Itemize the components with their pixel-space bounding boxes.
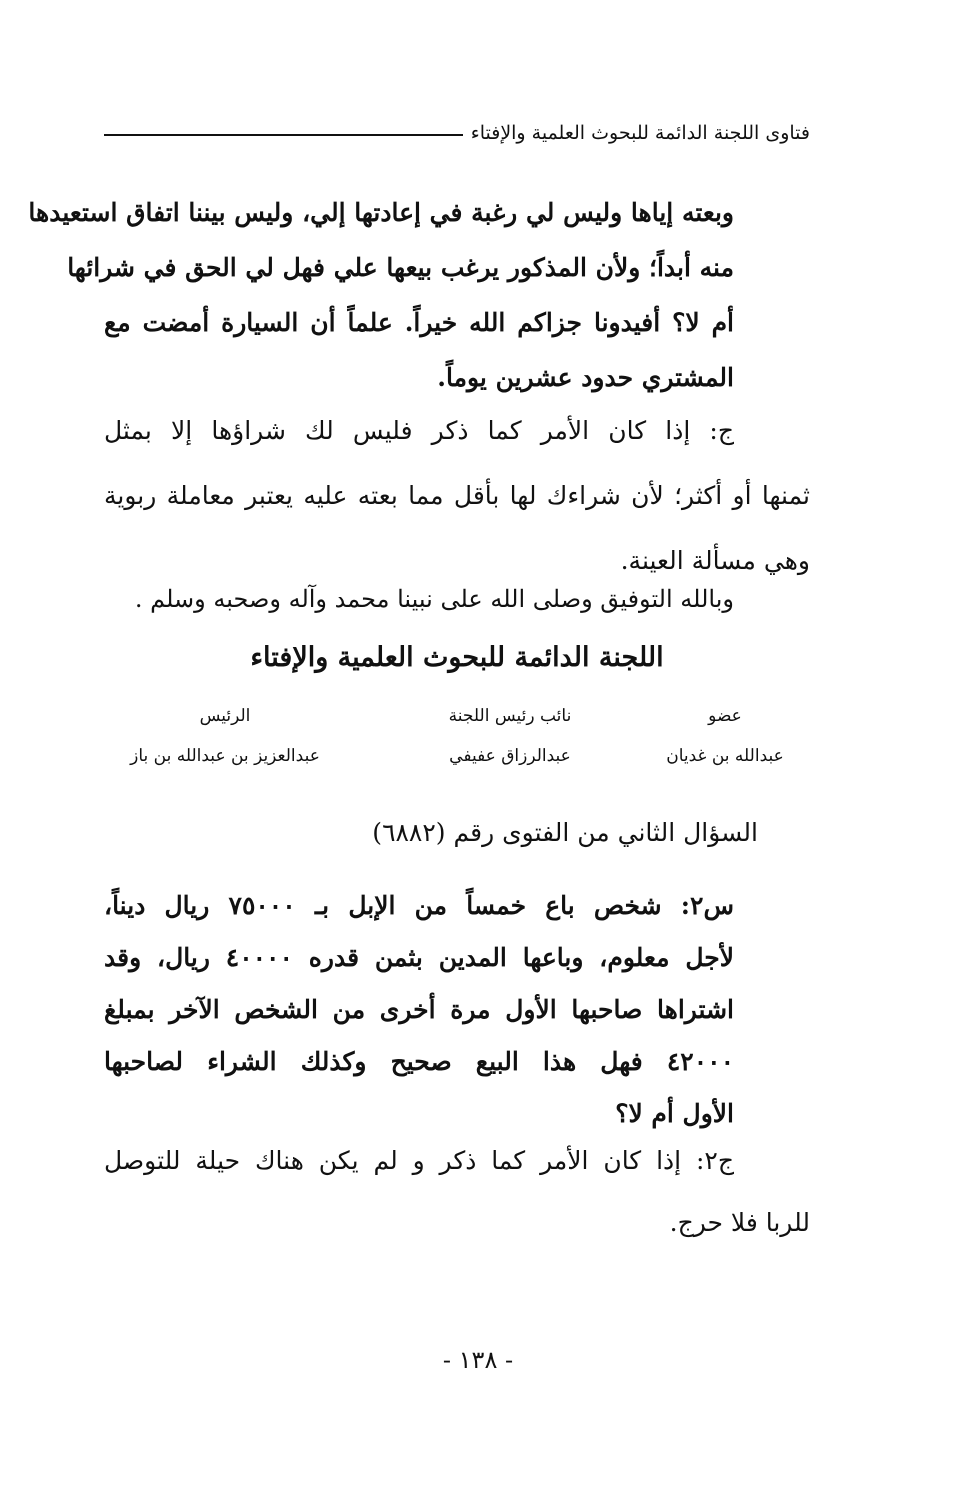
question-2-text: [104, 880, 810, 1140]
answer-2-line: للربا فلا حرج.: [669, 1208, 810, 1237]
committee-name: اللجنة الدائمة للبحوث العلمية والإفتاء: [250, 642, 664, 673]
vice-chair-name: عبدالرزاق عفيفي: [449, 746, 571, 766]
question-2-line: س٢: شخص باع خمساً من الإبل بـ ٧٥٠٠٠ ريال ديناً،: [104, 891, 734, 920]
question-1-line: المشتري حدود عشرين يوماً.: [437, 363, 734, 392]
running-header: [104, 118, 810, 148]
answer-1-text: [104, 398, 810, 593]
question-2-line: ٤٢٠٠٠ فهل هذا البيع صحيح وكذلك الشراء لصاحبها: [104, 1047, 734, 1076]
role-chair: الرئيس: [199, 706, 251, 726]
question-1-text: [28, 185, 810, 405]
role-vice-chair: نائب رئيس اللجنة: [448, 706, 572, 726]
header-title: فتاوى اللجنة الدائمة للبحوث العلمية والإفتاء: [470, 122, 810, 144]
answer-1-line: ج: إذا كان الأمر كما ذكر فليس لك شراؤها إلا بمثل: [104, 416, 734, 445]
page-number: - ١٣٨ -: [442, 1346, 514, 1374]
question-2-line: اشتراها صاحبها الأول مرة أخرى من الشخص الآخر بمبلغ: [104, 995, 734, 1024]
answer-1-line: ثمنها أو أكثر؛ لأن شراءك لها بأقل مما بعته عليه يعتبر معاملة ربوية: [104, 481, 810, 510]
question-2-heading: السؤال الثاني من الفتوى رقم (٦٨٨٢): [372, 818, 758, 847]
answer-2-line: ج٢: إذا كان الأمر كما ذكر و لم يكن هناك حيلة للتوصل: [104, 1146, 734, 1175]
question-2-line: لأجل معلوم، وباعها المدين بثمن قدره ٤٠٠٠٠ ريال، وقد: [104, 943, 734, 972]
member-name: عبدالله بن غديان: [666, 746, 784, 766]
answer-1-line: وهي مسألة العينة.: [620, 546, 810, 575]
header-rule: [104, 134, 463, 136]
chair-name: عبدالعزيز بن عبدالله بن باز: [130, 746, 320, 766]
question-1-line: وبعته إياها وليس لي رغبة في إعادتها إلي، وليس بيننا اتفاق استعيدها: [28, 198, 734, 227]
question-2-line: الأول أم لا؟: [615, 1099, 734, 1128]
role-member: عضو: [708, 706, 742, 726]
question-1-line: منه أبداً؛ ولأن المذكور يرغب بيعها علي فهل لي الحق في شرائها: [67, 253, 734, 282]
closing-prayer: وبالله التوفيق وصلى الله على نبينا محمد وآله وصحبه وسلم .: [134, 585, 734, 613]
answer-2-text: [104, 1130, 810, 1254]
question-1-line: أم لا؟ أفيدونا جزاكم الله خيراً. علماً أن السيارة أمضت مع: [104, 308, 734, 337]
